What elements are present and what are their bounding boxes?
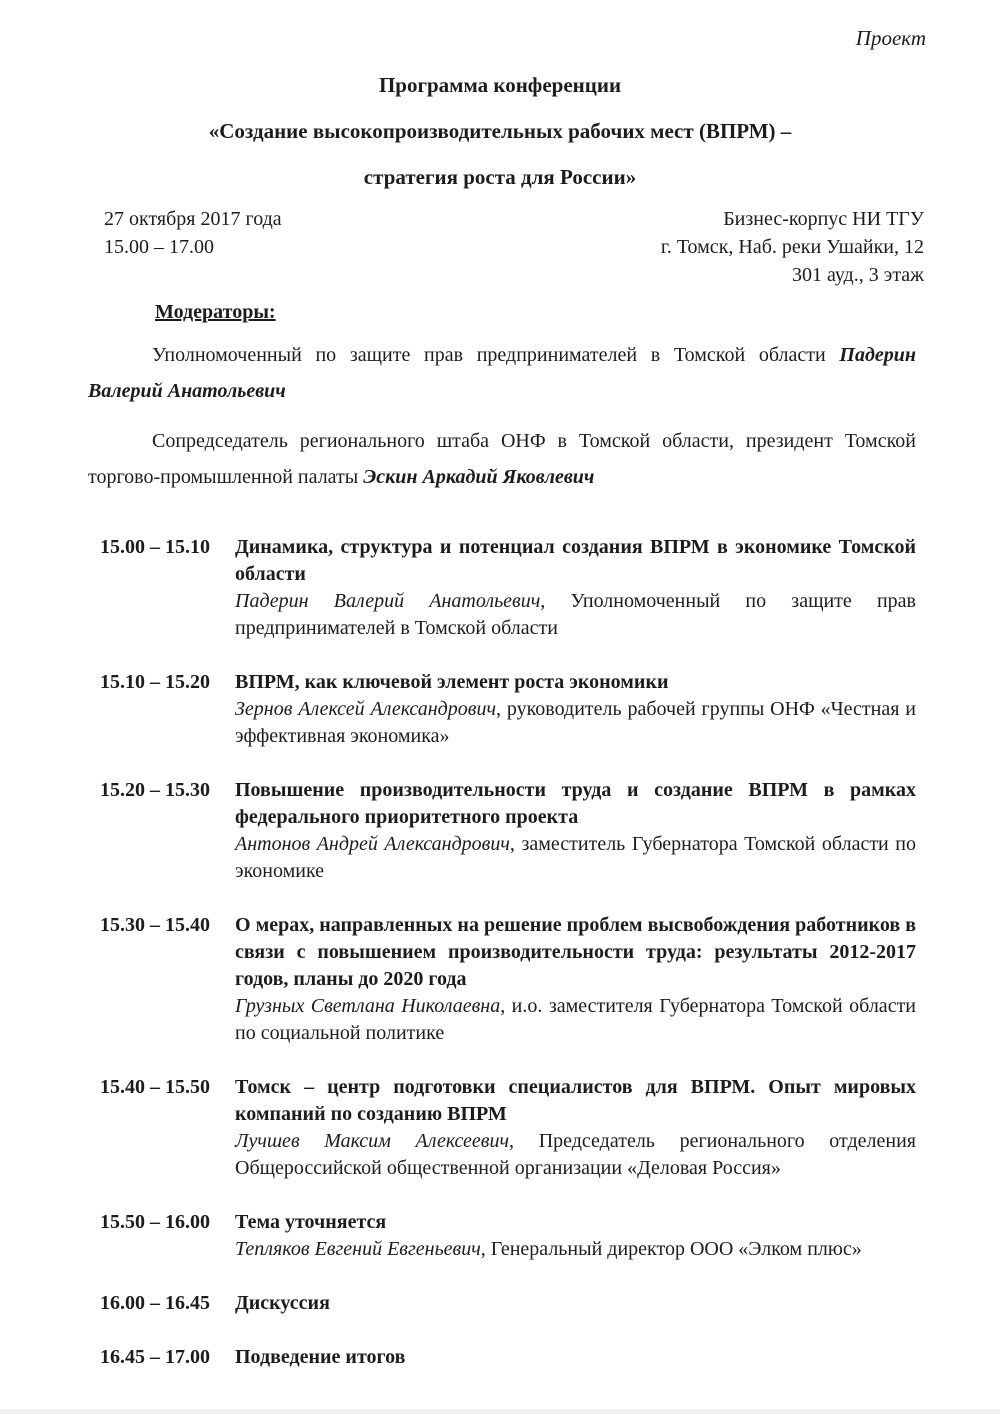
speaker-role: , и.о. заместителя Губернатора Томской области по социальной политике: [235, 994, 917, 1044]
schedule-item: [100, 1344, 916, 1371]
speaker-name: Грузных Светлана Николаевна: [235, 994, 501, 1017]
item-description: [235, 1074, 916, 1182]
item-title: О мерах, направленных на решение проблем высвобождения работников в связи с повышением производительности труда: результаты 2012-2017 годов, планы до 2020 года: [235, 913, 916, 990]
item-description: [235, 777, 916, 885]
event-info-row: [0, 190, 1000, 289]
page-title: Программа конференции: [378, 73, 622, 97]
venue-address: г. Томск, Наб. реки Ушайки, 12: [660, 236, 924, 258]
schedule-item: [100, 1074, 916, 1182]
schedule-item: [100, 912, 916, 1047]
item-title: Тема уточняется: [235, 1210, 387, 1233]
speaker-name: Зернов Алексей Александрович: [235, 697, 497, 720]
speaker-role: , руководитель рабочей группы ОНФ «Честная и эффективная экономика»: [235, 697, 916, 747]
event-time: 15.00 – 17.00: [104, 236, 214, 258]
item-time: 16.45 – 17.00: [100, 1345, 210, 1368]
speaker-role: , Председатель регионального отделения Общероссийской общественной организации «Деловая Россия»: [235, 1129, 917, 1179]
moderator-role: Уполномоченный по защите прав предпринимателей в Томской области: [152, 344, 840, 366]
item-description: [235, 669, 916, 750]
item-description: [235, 1344, 916, 1371]
moderator-name: Падерин Валерий Анатольевич: [88, 344, 916, 403]
venue-building: Бизнес-корпус НИ ТГУ: [723, 208, 924, 230]
moderators-heading: Модераторы:: [155, 301, 276, 323]
schedule-item: [100, 777, 916, 885]
speaker-role: , Уполномоченный по защите прав предпринимателей в Томской области: [235, 589, 916, 639]
schedule-item: [100, 1290, 916, 1317]
speaker-name: Тепляков Евгений Евгеньевич: [235, 1237, 481, 1260]
speaker-role: , заместитель Губернатора Томской области по экономике: [235, 832, 916, 882]
schedule-list: [0, 534, 1000, 1371]
item-time: 15.30 – 15.40: [100, 913, 210, 936]
document-subtitle-line2: стратегия роста для России»: [363, 165, 637, 189]
document-subtitle-line1: «Создание высокопроизводительных рабочих мест (ВПРМ) –: [208, 119, 792, 143]
item-title: Повышение производительности труда и создание ВПРМ в рамках федерального приоритетного проекта: [235, 778, 916, 828]
item-speaker-line: [235, 831, 916, 885]
item-title: Томск – центр подготовки специалистов для ВПРМ. Опыт мировых компаний по созданию ВПРМ: [235, 1075, 916, 1125]
item-speaker-line: [235, 993, 916, 1047]
schedule-item: [100, 669, 916, 750]
item-time: 15.00 – 15.10: [100, 535, 210, 558]
item-speaker-line: [235, 1128, 916, 1182]
item-speaker-line: [235, 588, 916, 642]
item-time: 15.20 – 15.30: [100, 778, 210, 801]
scan-bottom-edge: [0, 1409, 1000, 1414]
draft-stamp: Проект: [855, 26, 926, 50]
item-time: 15.50 – 16.00: [100, 1210, 210, 1233]
moderator-role: Сопредседатель регионального штаба ОНФ в Томской области, президент Томской торгово-промышленной палаты: [88, 429, 916, 489]
speaker-name: Антонов Андрей Александрович: [235, 832, 510, 855]
item-time: 15.10 – 15.20: [100, 670, 210, 693]
event-venue: [661, 205, 924, 289]
item-time: 16.00 – 16.45: [100, 1291, 210, 1314]
speaker-name: Лучшев Максим Алексеевич: [235, 1129, 510, 1152]
item-description: [235, 1209, 916, 1263]
schedule-item: [100, 534, 916, 642]
event-datetime: [104, 205, 282, 261]
item-title: Подведение итогов: [235, 1345, 406, 1368]
moderator-name: Эскин Аркадий Яковлевич: [363, 466, 595, 489]
event-date: 27 октября 2017 года: [104, 208, 282, 230]
item-description: [235, 534, 916, 642]
item-speaker-line: [235, 696, 916, 750]
moderator-paragraph: [88, 337, 916, 410]
item-speaker-line: [235, 1236, 916, 1263]
speaker-role: , Генеральный директор ООО «Элком плюс»: [480, 1237, 862, 1260]
item-time: 15.40 – 15.50: [100, 1075, 210, 1098]
venue-room: 301 ауд., 3 этаж: [791, 264, 924, 286]
speaker-name: Падерин Валерий Анатольевич: [235, 589, 541, 612]
item-description: [235, 1290, 916, 1317]
schedule-item: [100, 1209, 916, 1263]
item-description: [235, 912, 916, 1047]
moderator-paragraph: [88, 423, 916, 496]
item-title: Динамика, структура и потенциал создания ВПРМ в экономике Томской области: [235, 535, 916, 585]
item-title: ВПРМ, как ключевой элемент роста экономики: [235, 670, 669, 693]
item-title: Дискуссия: [235, 1291, 330, 1314]
